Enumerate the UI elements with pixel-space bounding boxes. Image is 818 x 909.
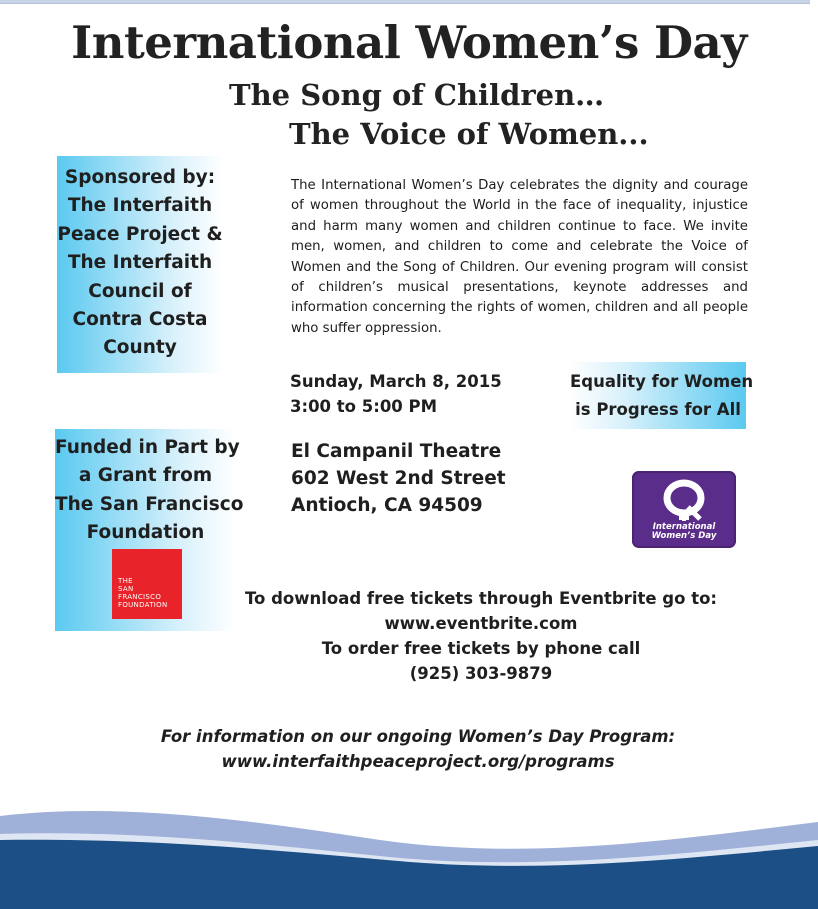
event-venue bbox=[291, 438, 506, 519]
sponsor-line: The Interfaith bbox=[67, 252, 213, 274]
event-time: 3:00 to 5:00 PM bbox=[290, 397, 438, 416]
program-info-line: For information on our ongoing Women’s Day Program: bbox=[160, 727, 676, 746]
logo-text: SAN bbox=[118, 585, 134, 593]
program-info bbox=[0, 724, 818, 774]
sponsor-line: Peace Project & bbox=[57, 223, 223, 245]
logo-text-line-1: International bbox=[652, 522, 716, 532]
program-url-link[interactable]: www.interfaithpeaceproject.org/programs bbox=[221, 752, 615, 771]
sponsor-line: Contra Costa bbox=[72, 309, 208, 331]
international-womens-day-logo bbox=[632, 471, 736, 548]
funding-line: Foundation bbox=[86, 521, 205, 543]
logo-text: FOUNDATION bbox=[118, 601, 168, 609]
venue-name: El Campanil Theatre bbox=[291, 441, 502, 462]
funding-line: The San Francisco bbox=[55, 493, 244, 515]
funding-line: Funded in Part by bbox=[55, 437, 240, 458]
event-description: The International Women’s Day celebrates the dignity and courage of women throughout the World in the face of inequality, injustice and harm many women and children continue to face. We invite men, women, and children to come and celebrate the Voice of Women and the Song of Children. Our evening program will consist of children’s musical presentations, keynote addresses and information concerning the rights of women, children and all people who suffer oppression. bbox=[291, 178, 748, 336]
subtitle-line-2: The Voice of Women... bbox=[289, 117, 649, 151]
phone-number: (925) 303-9879 bbox=[409, 664, 553, 683]
logo-text-line-2: Women’s Day bbox=[651, 531, 717, 541]
page-title: International Women’s Day bbox=[71, 16, 747, 69]
footer-waves bbox=[0, 800, 818, 909]
ticket-info bbox=[0, 586, 818, 686]
funding-line: a Grant from bbox=[78, 465, 213, 487]
sponsor-line: County bbox=[103, 337, 177, 359]
logo-text: THE bbox=[118, 577, 133, 585]
subtitle-line-1: The Song of Children… bbox=[229, 78, 605, 112]
slogan-line-2: is Progress for All bbox=[575, 400, 741, 419]
tickets-download-line: To download free tickets through Eventbrite go to: bbox=[244, 589, 718, 608]
eventbrite-link[interactable]: www.eventbrite.com bbox=[384, 614, 578, 633]
tickets-phone-line: To order free tickets by phone call bbox=[321, 639, 641, 658]
slogan-line-1: Equality for Women bbox=[570, 372, 754, 391]
top-border bbox=[0, 0, 810, 4]
sponsor-box bbox=[57, 156, 223, 373]
event-datetime bbox=[290, 369, 502, 419]
venue-city: Antioch, CA 94509 bbox=[291, 495, 483, 516]
venue-street: 602 West 2nd Street bbox=[291, 468, 506, 489]
sponsor-line: Sponsored by: bbox=[64, 167, 216, 188]
sponsor-line: The Interfaith bbox=[67, 195, 213, 217]
venus-symbol-icon bbox=[657, 477, 711, 523]
sponsor-line: Council of bbox=[88, 280, 192, 302]
slogan-box bbox=[570, 362, 754, 429]
event-date: Sunday, March 8, 2015 bbox=[290, 372, 502, 391]
logo-text: FRANCISCO bbox=[118, 593, 162, 601]
